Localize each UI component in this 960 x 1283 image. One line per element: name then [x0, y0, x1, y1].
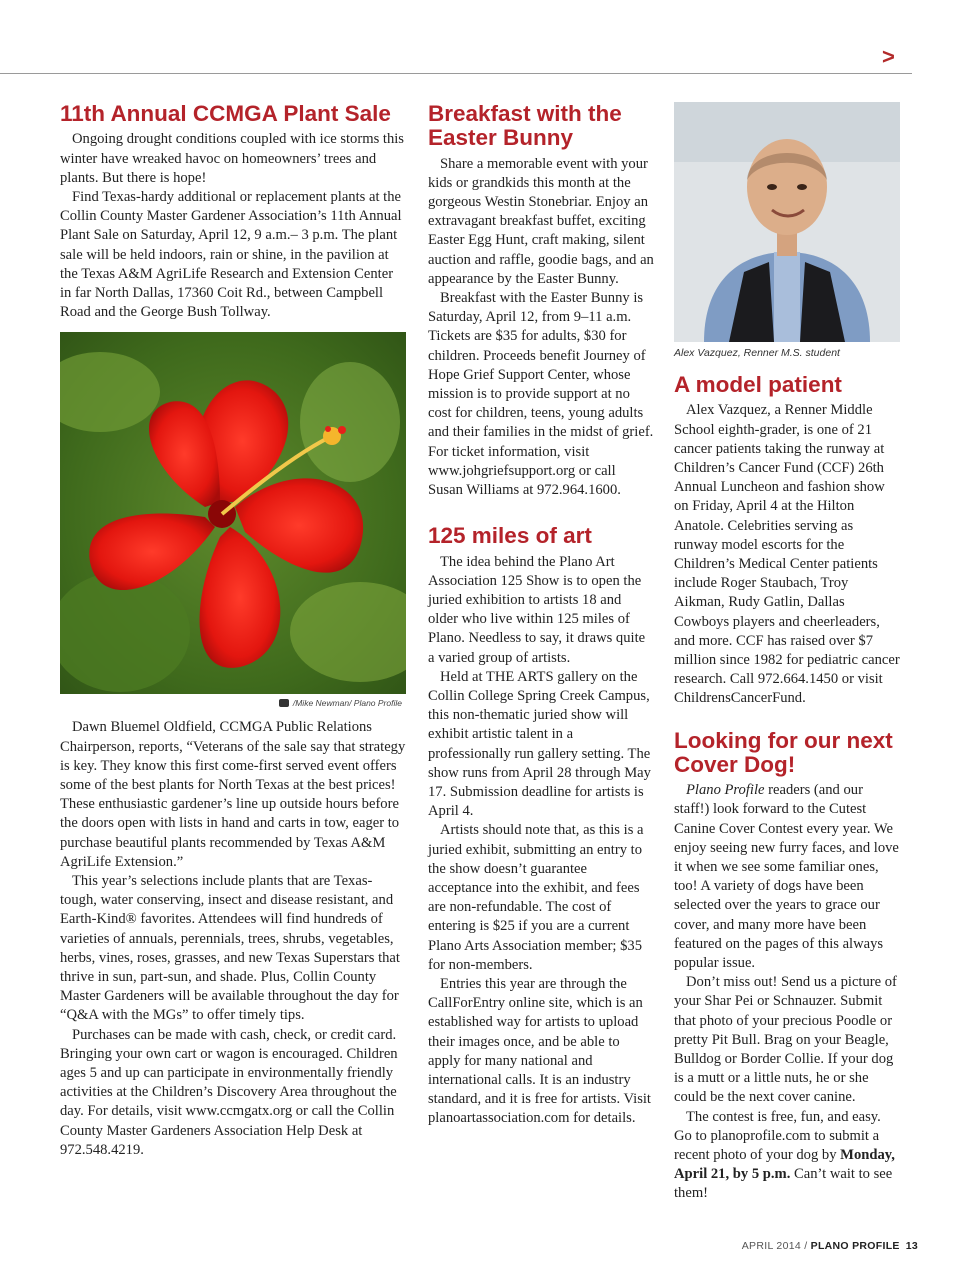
student-photo	[674, 102, 900, 342]
cover-dog-paragraph-2: Don’t miss out! Send us a picture of your Shar Pei or Schnauzer. Submit that photo of your precious Poodle or pretty Pit Bull. Brag on your Beagle, Bulldog or Border Collie. If your dog is a mutt or a little nuts, he or she could be the next cover canine.	[674, 974, 897, 1106]
student-photo-caption: Alex Vazquez, Renner M.S. student	[674, 347, 840, 359]
plant-sale-paragraph-2: Find Texas-hardy additional or replacement plants at the Collin County Master Gardener Association’s 11th Annual Plant Sale on Saturday, April 12, 9 a.m.– 3 p.m. The plant sale will be held indoors, rain or shine, in the pavilion at the Texas A&M AgriLife Research and Extension Center in far North Dallas, 17360 Coit Rd., between Campbell Road and the George Bush Tollway.	[60, 188, 402, 321]
hibiscus-photo	[60, 332, 406, 694]
page-footer	[742, 1240, 918, 1252]
magazine-name-italic: Plano Profile	[686, 782, 765, 799]
cover-dog-paragraph-1: Plano Profile readers (and our staff!) look forward to the Cutest Canine Cover Contest every year. We enjoy seeing new furry faces, and love it when we see some familiar ones, too! A variety of dogs have been selected over the years to grace our cover, and many more have been featured on the pages of this always popular issue.	[674, 782, 899, 971]
miles-of-art-paragraph-2: Held at THE ARTS gallery on the Collin College Spring Creek Campus, this non-thematic juried show will exhibit artistic talent in a professionally run gallery setting. The show runs from April 28 through May 17. Submission deadline for artists is April 4.	[428, 668, 651, 820]
footer-magazine: PLANO PROFILE	[810, 1240, 900, 1252]
model-patient-paragraph: Alex Vazquez, a Renner Middle School eighth-grader, is one of 21 cancer patients taking the runway at Children’s Cancer Fund (CCF) 26th Annual Luncheon and fashion show on Friday, April 4 at the Hilton Anatole. Celebrities serving as runway model escorts for the Children’s Medical Center patients include Roger Staubach, Troy Aikman, Rudy Gatlin, Dallas Cowboys players and cheerleaders, and more. CCF has raised over $7 million since 1982 for pediatric cancer research. Call 972.664.1450 or visit ChildrensCancerFund.	[674, 402, 900, 707]
miles-of-art-paragraph-4: Entries this year are through the CallForEntry online site, which is an established way for artists to upload their images once, and be able to apply for many national and international calls. It is an industry standard, and it is free for artists. Visit planoartassociation.com for details.	[428, 976, 651, 1127]
cover-dog-heading: Looking for our next Cover Dog!	[674, 727, 893, 777]
miles-of-art-paragraph-3: Artists should note that, as this is a juried exhibit, submitting an entry to the show doesn’t guarantee acceptance into the exhibit, and fees are non-refundable. The cost of entering is $25 if you are a current Plano Arts Association member; $35 for non-members.	[428, 822, 644, 973]
cover-dog-paragraph-3: The contest is free, fun, and easy. Go to planoprofile.com to submit a recent photo of your dog by Monday, April 21, by 5 p.m. Can’t wait to see them!	[674, 1108, 895, 1202]
footer-issue: APRIL 2014 /	[741, 1240, 811, 1252]
top-rule	[0, 73, 912, 74]
column-patient-dog	[674, 102, 900, 1204]
photo-credit: /Mike Newman/ Plano Profile	[60, 698, 402, 708]
plant-sale-heading: 11th Annual CCMGA Plant Sale	[60, 101, 391, 126]
hibiscus-flower-icon	[60, 332, 406, 694]
deadline-bold: Monday, April 21, by 5 p.m.	[674, 1147, 895, 1183]
plant-sale-paragraph-4: This year’s selections include plants that are Texas-tough, water conserving, insect and disease resistant, and Earth-Kind® favorites. Attendees will find hundreds of varieties of annuals, perennials, trees, shrubs, vegetables, herbs, vines, roses, grasses, and new Texas Superstars that thrive in sun, part-sun, and shade. Plus, Collin County Master Gardeners will be available throughout the day for “Q&A with the MGs” to offer timely tips.	[60, 872, 400, 1024]
camera-icon	[279, 699, 289, 707]
model-patient-heading: A model patient	[674, 372, 842, 397]
plant-sale-paragraph-3: Dawn Bluemel Oldfield, CCMGA Public Relations Chairperson, reports, “Veterans of the sale say that strategy is key. They know this first come-first served event offers some of the best plants for North Texas at the best prices! These enthusiastic gardener’s line up outside hours before the doors open with lists in hand and carts in tow, eager to purchase beautiful plants recommended by Texas A&M AgriLife Extension.”	[60, 719, 406, 870]
column-events	[428, 102, 654, 1129]
miles-of-art-heading: 125 miles of art	[428, 523, 592, 549]
easter-bunny-paragraph-2: Breakfast with the Easter Bunny is Saturday, April 12, from 9–11 a.m. Tickets are $35 for adults, $30 for children. Proceeds benefit Journey of Hope Grief Support Center, whose mission is to provide support at no cost for children, teens, young adults and their families in the midst of grief. For ticket information, visit www.johgriefsupport.org or call Susan Williams at 972.964.1600.	[428, 290, 654, 499]
easter-bunny-heading: Breakfast with the Easter Bunny	[428, 101, 622, 151]
student-portrait-icon	[674, 102, 900, 342]
next-page-arrow-icon[interactable]: >	[882, 44, 895, 69]
page-number: 13	[905, 1240, 918, 1252]
easter-bunny-paragraph-1: Share a memorable event with your kids or grandkids this month at the gorgeous Westin Stonebriar. Enjoy an extravagant breakfast buffet, exciting Easter Egg Hunt, craft making, silent auction and raffle, goodie bags, and an appearance by the Easter Bunny.	[428, 155, 654, 287]
column-plant-sale	[60, 102, 406, 1160]
plant-sale-paragraph-5: Purchases can be made with cash, check, or credit card. Bringing your own cart or wagon is encouraged. Children ages 5 and up can participate in environmentally friendly activities at the Children’s Discovery Area throughout the day. For details, visit www.ccmgatx.org or call the Collin County Master Gardeners Association Help Desk at 972.548.4219.	[60, 1026, 398, 1158]
miles-of-art-paragraph-1: The idea behind the Plano Art Association 125 Show is to open the juried exhibition to artists 18 and older who live within 125 miles of Plano. Needless to say, it draws quite a varied group of artists.	[428, 553, 646, 666]
plant-sale-paragraph-1: Ongoing drought conditions coupled with ice storms this winter have wreaked havoc on homeowners’ trees and plants. But there is hope!	[60, 131, 404, 186]
